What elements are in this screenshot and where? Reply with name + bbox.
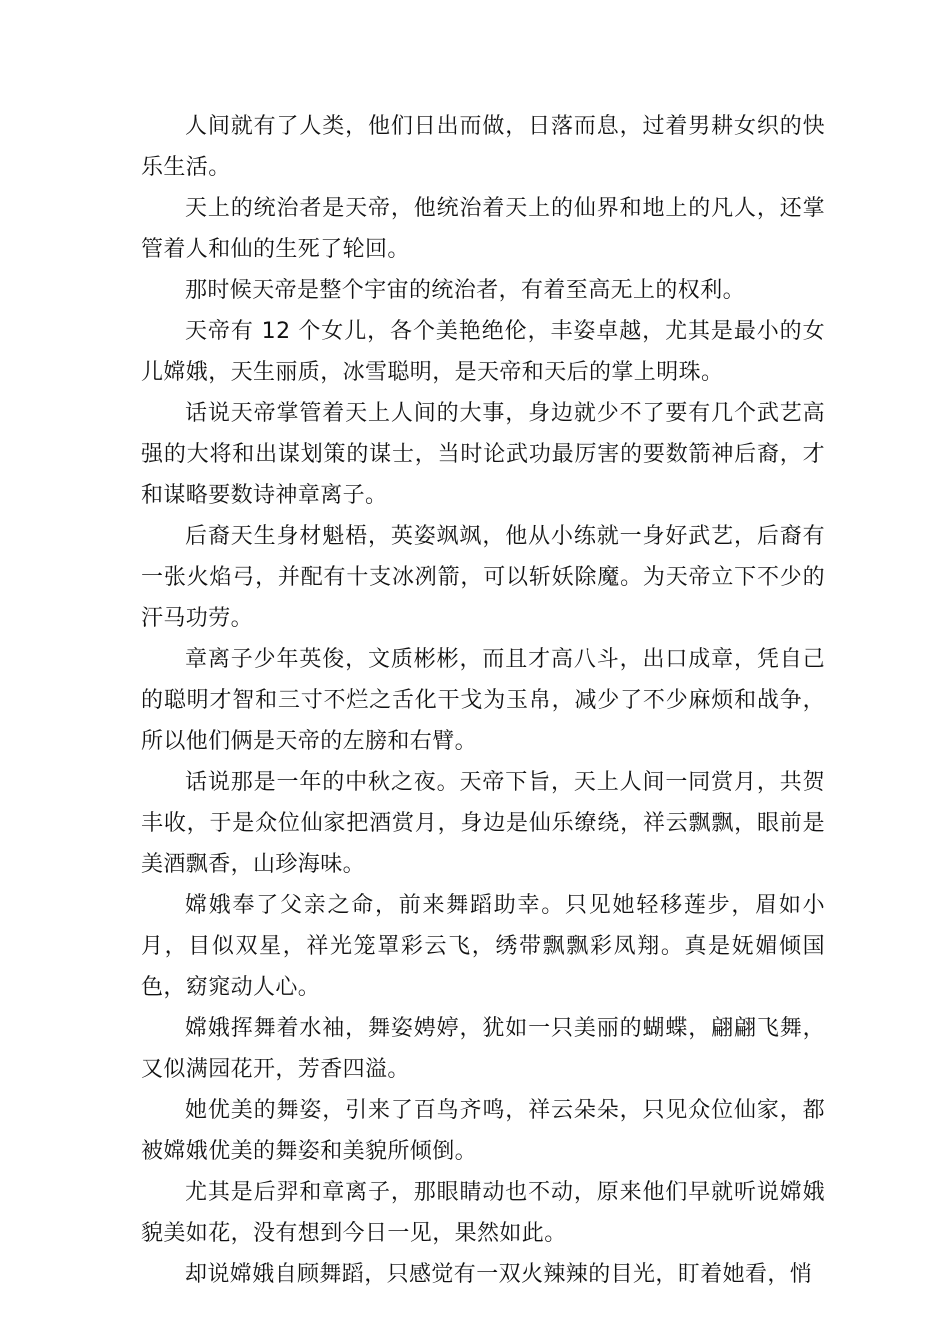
paragraph-12: 尤其是后羿和章离子，那眼睛动也不动，原来他们早就听说嫦娥貌美如花，没有想到今日一见，果然如此。: [141, 1180, 825, 1246]
document-body: [141, 106, 825, 1295]
paragraph-9: 嫦娥奉了父亲之命，前来舞蹈助幸。只见她轻移莲步，眉如小月，目似双星，祥光笼罩彩云飞，绣带飘飘彩凤翔。真是妩媚倾国色，窈窕动人心。: [141, 893, 825, 1000]
paragraph-13: 却说嫦娥自顾舞蹈，只感觉有一双火辣辣的目光，盯着她看，悄: [185, 1262, 813, 1287]
paragraph-8: 话说那是一年的中秋之夜。天帝下旨，天上人间一同赏月，共贺丰收，于是众位仙家把酒赏月，身边是仙乐缭绕，祥云飘飘，眼前是美酒飘香，山珍海味。: [141, 770, 825, 877]
paragraph-6: 后裔天生身材魁梧，英姿飒飒，他从小练就一身好武艺，后裔有一张火焰弓，并配有十支冰冽箭，可以斩妖除魔。为天帝立下不少的汗马功劳。: [141, 524, 825, 631]
paragraph-11: 她优美的舞姿，引来了百鸟齐鸣，祥云朵朵，只见众位仙家，都被嫦娥优美的舞姿和美貌所倾倒。: [141, 1098, 825, 1164]
paragraph-7: 章离子少年英俊，文质彬彬，而且才高八斗，出口成章，凭自己的聪明才智和三寸不烂之舌化干戈为玉帛，减少了不少麻烦和战争，所以他们俩是天帝的左膀和右臂。: [141, 647, 825, 754]
paragraph-2: 天上的统治者是天帝，他统治着天上的仙界和地上的凡人，还掌管着人和仙的生死了轮回。: [141, 196, 825, 262]
paragraph-1: 人间就有了人类，他们日出而做，日落而息，过着男耕女织的快乐生活。: [141, 114, 825, 180]
paragraph-5: 话说天帝掌管着天上人间的大事，身边就少不了要有几个武艺高强的大将和出谋划策的谋士，当时论武功最厉害的要数箭神后裔，才和谋略要数诗神章离子。: [141, 401, 825, 508]
paragraph-10: 嫦娥挥舞着水袖，舞姿娉婷，犹如一只美丽的蝴蝶，翩翩飞舞，又似满园花开，芳香四溢。: [141, 1016, 825, 1082]
paragraph-4: 天帝有 12 个女儿，各个美艳绝伦，丰姿卓越，尤其是最小的女儿嫦娥，天生丽质，冰雪聪明，是天帝和天后的掌上明珠。: [141, 319, 825, 385]
paragraph-3: 那时候天帝是整个宇宙的统治者，有着至高无上的权利。: [185, 278, 746, 303]
